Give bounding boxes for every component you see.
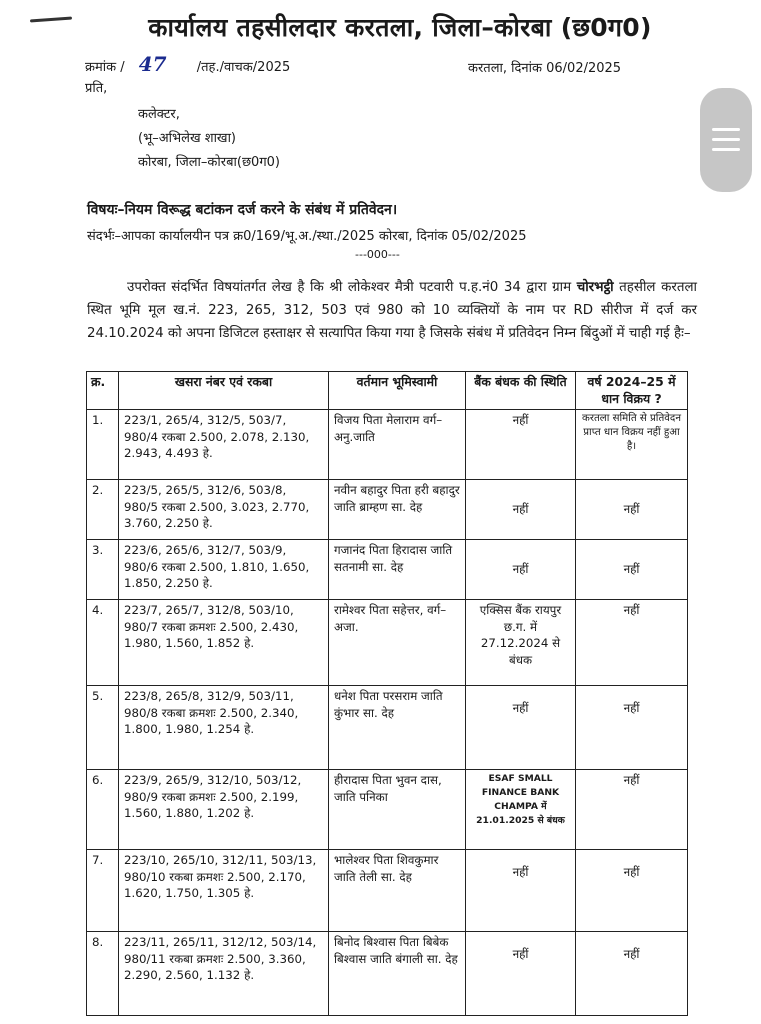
cell-owner: नवीन बहादुर पिता हरी बहादुर जाति ब्राम्हण सा. देह <box>329 480 466 540</box>
office-header: कार्यालय तहसीलदार करतला, जिला–कोरबा (छ0ग0) <box>148 13 652 42</box>
paragraph-part-1: उपरोक्त संदर्भित विषयांतर्गत लेख है कि श्री लोकेश्वर मैत्री पटवारी प.ह.नं0 34 द्वारा ग्राम <box>127 280 577 295</box>
cell-khasra: 223/9, 265/9, 312/10, 503/12, 980/9 रकबा क्रमशः 2.500, 2.199, 1.560, 1.880, 1.202 हे. <box>119 770 329 850</box>
kramank-label: क्रमांक / <box>85 60 125 75</box>
reference-number-line <box>85 52 290 76</box>
cell-sr: 6. <box>87 770 119 850</box>
village-name: चोरभट्ठी <box>576 280 614 295</box>
table-row <box>87 540 688 600</box>
cell-paddy: नहीं <box>576 770 688 850</box>
cell-bank: नहीं <box>466 932 576 1016</box>
cell-bank: नहीं <box>466 686 576 770</box>
addressee-line-2: (भू–अभिलेख शाखा) <box>138 131 237 146</box>
table-row <box>87 932 688 1016</box>
table-row <box>87 410 688 480</box>
cell-bank: नहीं <box>466 850 576 932</box>
kramank-suffix: /तह./वाचक/2025 <box>196 60 291 75</box>
cell-owner: हीरादास पिता भुवन दास, जाति पनिका <box>329 770 466 850</box>
cell-owner: गजानंद पिता हिरादास जाति सतनामी सा. देह <box>329 540 466 600</box>
paragraph-part-2: तहसील करतला स्थित भूमि मूल ख.नं. 223, 265, 312, 503 एवं 980 को 10 व्यक्तियों के नाम पर RD सीरीज में दर्ज कर 24.10.2024 को अपना डिजिटल हस्ताक्षर से सत्यापित किया गया है जिसके संबंध में प्रतिवेदन निम्न बिंदुओं में चाही गई हैः– <box>87 280 698 341</box>
cell-owner: विजय पिता मेलाराम वर्ग–अनु.जाति <box>329 410 466 480</box>
addressee-line-1: कलेक्टर, <box>138 107 180 122</box>
cell-sr: 1. <box>87 410 119 480</box>
separator: ---000--- <box>355 248 400 261</box>
pen-stroke-mark <box>30 17 72 23</box>
cell-khasra: 223/6, 265/6, 312/7, 503/9, 980/6 रकबा 2.500, 1.810, 1.650, 1.850, 2.250 हे. <box>119 540 329 600</box>
header-owner: वर्तमान भूमिस्वामी <box>329 372 466 410</box>
cell-paddy: करतला समिति से प्रतिवेदन प्राप्त धान विक्रय नहीं हुआ है। <box>576 410 688 480</box>
cell-owner: बिनोद बिश्वास पिता बिबेक बिश्वास जाति बंगाली सा. देह <box>329 932 466 1016</box>
cell-sr: 5. <box>87 686 119 770</box>
table-row <box>87 770 688 850</box>
cell-sr: 3. <box>87 540 119 600</box>
cell-paddy: नहीं <box>576 932 688 1016</box>
table-row <box>87 850 688 932</box>
handle-grip-line <box>712 138 740 141</box>
cell-owner: रामेश्वर पिता सहेत्तर, वर्ग–अजा. <box>329 600 466 686</box>
addressee-line-3: कोरबा, जिला–कोरबा(छ0ग0) <box>138 155 280 170</box>
cell-paddy: नहीं <box>576 600 688 686</box>
table-row <box>87 480 688 540</box>
place-date: करतला, दिनांक 06/02/2025 <box>468 61 622 76</box>
cell-paddy: नहीं <box>576 480 688 540</box>
cell-sr: 4. <box>87 600 119 686</box>
cell-paddy: नहीं <box>576 540 688 600</box>
handle-grip-line <box>712 148 740 151</box>
table-row <box>87 600 688 686</box>
table-header-row <box>87 372 688 410</box>
cell-sr: 8. <box>87 932 119 1016</box>
land-records-table <box>86 371 688 1016</box>
cell-khasra: 223/10, 265/10, 312/11, 503/13, 980/10 रकबा क्रमशः 2.500, 2.170, 1.620, 1.750, 1.305 हे. <box>119 850 329 932</box>
cell-bank: नहीं <box>466 540 576 600</box>
prati-label: प्रति, <box>85 81 108 96</box>
cell-bank: नहीं <box>466 410 576 480</box>
cell-sr: 7. <box>87 850 119 932</box>
subject-line: विषयः–नियम विरूद्ध बटांकन दर्ज करने के संबंध में प्रतिवेदन। <box>87 202 398 218</box>
cell-bank: ESAF SMALL FINANCE BANK CHAMPA में 21.01.2025 से बंधक <box>466 770 576 850</box>
cell-khasra: 223/7, 265/7, 312/8, 503/10, 980/7 रकबा क्रमशः 2.500, 2.430, 1.980, 1.560, 1.852 हे. <box>119 600 329 686</box>
cell-khasra: 223/1, 265/4, 312/5, 503/7, 980/4 रकबा 2.500, 2.078, 2.130, 2.943, 4.493 हे. <box>119 410 329 480</box>
header-bank: बैंक बंधक की स्थिति <box>466 372 576 410</box>
scroll-handle[interactable] <box>700 88 752 192</box>
cell-khasra: 223/8, 265/8, 312/9, 503/11, 980/8 रकबा क्रमशः 2.500, 2.340, 1.800, 1.980, 1.254 हे. <box>119 686 329 770</box>
header-khasra: खसरा नंबर एवं रकबा <box>119 372 329 410</box>
cell-paddy: नहीं <box>576 850 688 932</box>
body-paragraph <box>87 276 697 345</box>
cell-sr: 2. <box>87 480 119 540</box>
reference-line: संदर्भः–आपका कार्यालयीन पत्र क्र0/169/भू.अ./स्था./2025 कोरबा, दिनांक 05/02/2025 <box>87 229 527 244</box>
cell-bank: एक्सिस बैंक रायपुर छ.ग. में 27.12.2024 से बंधक <box>466 600 576 686</box>
header-paddy: वर्ष 2024–25 में धान विक्रय ? <box>576 372 688 410</box>
handwritten-number: 47 <box>138 52 167 76</box>
table-row <box>87 686 688 770</box>
header-sr: क्र. <box>87 372 119 410</box>
cell-khasra: 223/11, 265/11, 312/12, 503/14, 980/11 रकबा क्रमशः 2.500, 3.360, 2.290, 2.560, 1.132 हे. <box>119 932 329 1016</box>
cell-paddy: नहीं <box>576 686 688 770</box>
cell-owner: भालेश्वर पिता शिवकुमार जाति तेली सा. देह <box>329 850 466 932</box>
handle-grip-line <box>712 128 740 131</box>
cell-khasra: 223/5, 265/5, 312/6, 503/8, 980/5 रकबा 2.500, 3.023, 2.770, 3.760, 2.250 हे. <box>119 480 329 540</box>
cell-bank: नहीं <box>466 480 576 540</box>
cell-owner: धनेश पिता परसराम जाति कुंभार सा. देह <box>329 686 466 770</box>
